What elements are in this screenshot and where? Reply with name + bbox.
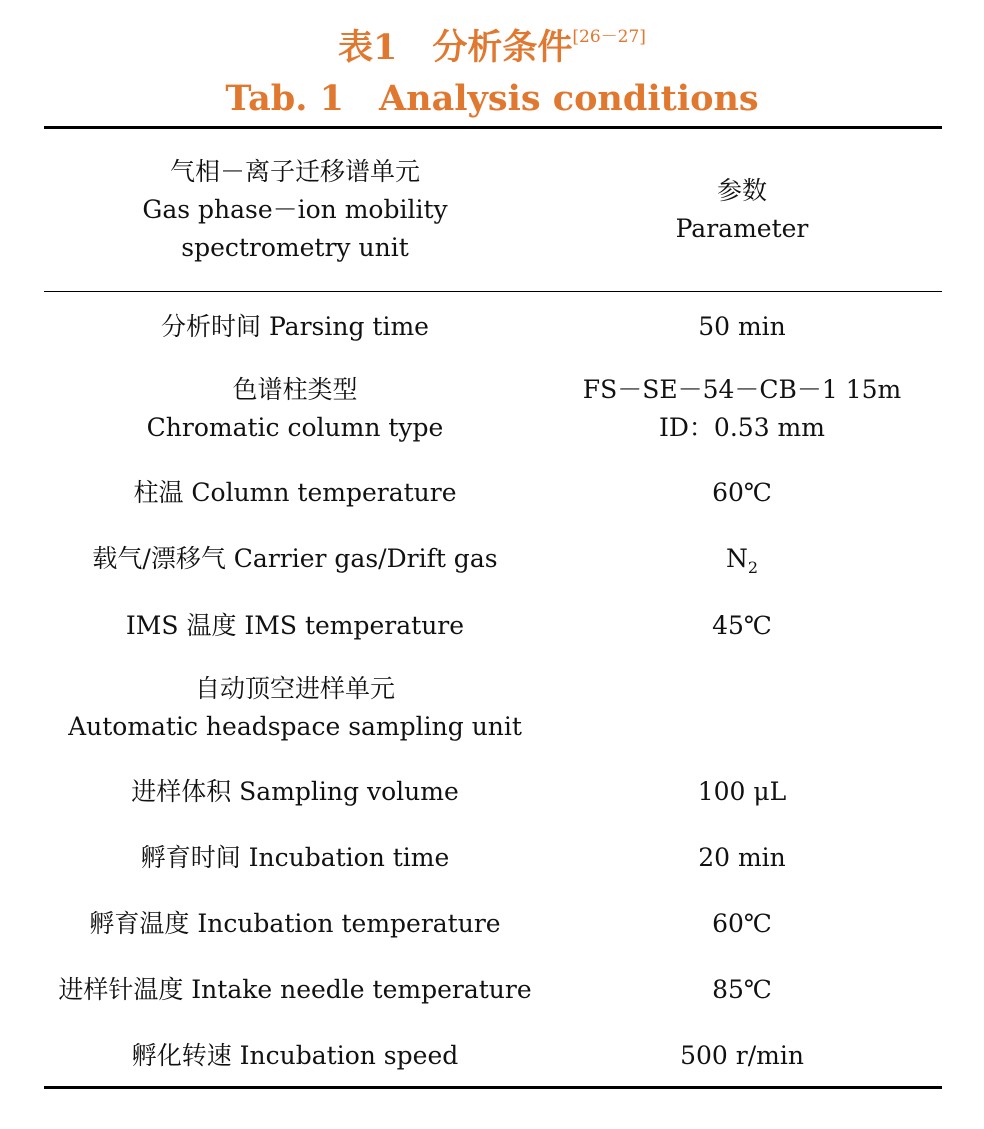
row-label-line: 色谱柱类型	[232, 375, 358, 404]
header-parameter-value	[560, 172, 924, 248]
row-label-line: Chromatic column type	[146, 413, 444, 442]
row-label-line: Automatic headspace sampling unit	[68, 712, 522, 741]
row-value-line	[560, 540, 924, 587]
table-row-value	[560, 971, 924, 1009]
header-col2-line: Parameter	[675, 214, 809, 243]
table-caption-cn	[0, 14, 984, 71]
table-row-value	[560, 1037, 924, 1075]
row-label-line: 进样针温度 Intake needle temperature	[58, 975, 532, 1004]
row-value-line: 85℃	[712, 975, 772, 1004]
table-row-value	[560, 474, 924, 512]
row-value-line: ID：0.53 mm	[659, 413, 825, 442]
row-label-line: 载气/漂移气 Carrier gas/Drift gas	[92, 544, 498, 573]
row-label-line: 柱温 Column temperature	[133, 478, 457, 507]
table-row-value	[560, 905, 924, 943]
row-value-line: 60℃	[712, 478, 772, 507]
n2-base: N	[725, 544, 748, 573]
table-row-label	[40, 971, 550, 1009]
row-label-line: 进样体积 Sampling volume	[131, 777, 459, 806]
header-col1-line: 气相－离子迁移谱单元	[169, 157, 420, 186]
row-value-line: 45℃	[712, 611, 772, 640]
n2-subscript: 2	[747, 558, 759, 577]
row-value-line: 50 min	[698, 312, 786, 341]
table-row-value	[560, 839, 924, 877]
top-rule	[44, 126, 942, 129]
row-value-line: 20 min	[698, 843, 786, 872]
table-row-value	[560, 607, 924, 645]
table-caption-en: Tab. 1 Analysis conditions	[225, 78, 759, 119]
header-rule	[44, 291, 942, 292]
table-row-label	[40, 308, 550, 346]
header-parameter-name	[40, 153, 550, 267]
table-row-label	[40, 839, 550, 877]
header-col1-line: Gas phase－ion mobility	[142, 195, 448, 224]
row-value-line: 60℃	[712, 909, 772, 938]
row-label-line: 分析时间 Parsing time	[161, 312, 429, 341]
table-row-label	[40, 607, 550, 645]
bottom-rule	[44, 1086, 942, 1089]
row-label-line: 孵育时间 Incubation time	[140, 843, 450, 872]
row-value-line: FS－SE－54－CB－1 15m	[582, 375, 902, 404]
table-section-label	[40, 670, 550, 746]
table-row-label	[40, 371, 550, 447]
table-row-value	[560, 371, 924, 447]
caption-reference: [26－27]	[572, 27, 646, 47]
table-row-value	[560, 308, 924, 346]
header-col1-line: spectrometry unit	[181, 233, 409, 262]
table-row-label	[40, 1037, 550, 1075]
table-row-value	[560, 773, 924, 811]
row-label-line: 孵育温度 Incubation temperature	[89, 909, 501, 938]
row-value-line: 500 r/min	[680, 1041, 804, 1070]
header-col2-line: 参数	[716, 176, 767, 205]
row-label-line: 自动顶空进样单元	[194, 674, 395, 703]
table-row-label	[40, 540, 550, 578]
table-row-value	[560, 540, 924, 587]
row-label-line: 孵化转速 Incubation speed	[131, 1041, 459, 1070]
table-row-label	[40, 474, 550, 512]
table-row-label	[40, 905, 550, 943]
caption-cn-label: 表1 分析条件	[338, 27, 573, 68]
row-label-line: IMS 温度 IMS temperature	[125, 611, 465, 640]
table-row-label	[40, 773, 550, 811]
row-value-line: 100 μL	[697, 777, 787, 806]
